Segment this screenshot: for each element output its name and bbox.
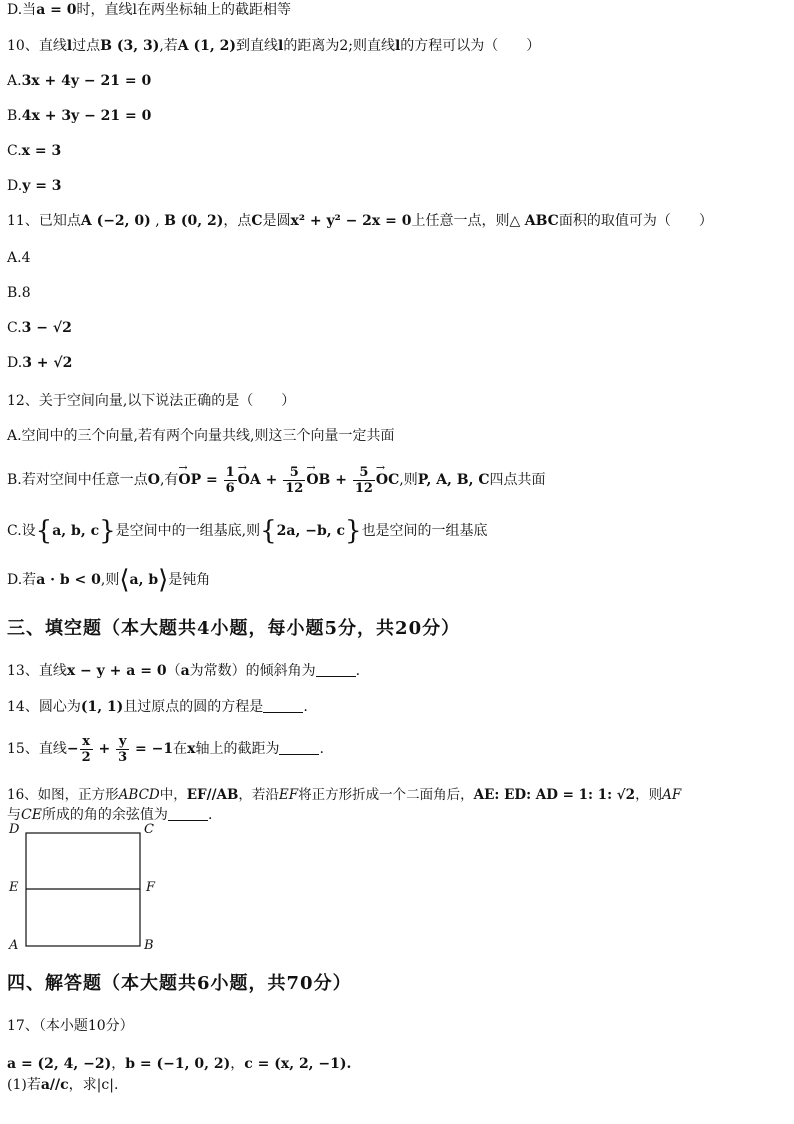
q17-vectors: a = (2, 4, −2)，b = (−1, 0, 2)，c = (x, 2, −1). bbox=[7, 1056, 352, 1072]
label-e: E bbox=[9, 880, 19, 895]
section-3-title: 三、填空题（本大题共4小题，每小题5分，共20分） bbox=[7, 618, 461, 639]
q10-option-c: C.x = 3 bbox=[7, 143, 62, 159]
q10-option-a: A.3x + 4y − 21 = 0 bbox=[7, 73, 152, 89]
q10-option-b: B.4x + 3y − 21 = 0 bbox=[7, 108, 152, 124]
q12-stem: 12、关于空间向量,以下说法正确的是（ ） bbox=[7, 393, 296, 409]
q15: 15、直线− $\frac{x}{2}$ + $\frac{y}{3}$ = −1在x轴上的截距为 . bbox=[7, 733, 324, 765]
q12-option-d: D.若a · b < 0,则⟨a, b⟩是钝角 bbox=[7, 565, 211, 595]
label-d: D bbox=[9, 822, 20, 837]
label-c: C bbox=[144, 822, 154, 837]
q13: 13、直线x − y + a = 0（a为常数）的倾斜角为 . bbox=[7, 663, 361, 679]
math: a = 0 bbox=[36, 2, 77, 18]
fraction: $\frac{5}{12}$ bbox=[354, 464, 373, 496]
square-figure bbox=[7, 826, 167, 954]
fraction: $\frac{1}{6}$ bbox=[225, 464, 235, 496]
q11-option-a: A.4 bbox=[7, 250, 31, 266]
section-4-title: 四、解答题（本大题共6小题，共70分） bbox=[7, 973, 352, 994]
q12-option-c: C.设{a, b, c}是空间中的一组基底,则{2a, −b, c}也是空间的一组基底 bbox=[7, 516, 488, 546]
fraction: $\frac{x}{2}$ bbox=[81, 733, 91, 765]
fraction: $\frac{y}{3}$ bbox=[118, 733, 128, 765]
answer-blank bbox=[168, 806, 208, 821]
q12-option-b: B.若对空间中任意一点O,有→ OP = $\frac{1}{6}$ → OA + $\frac{5}{12}$ → OB + $\frac{5}{12}$ → OC,则P, A, B, C四点共面 bbox=[7, 460, 546, 500]
q16-line1: 16、如图，正方形ABCD中，EF//AB，若沿EF将正方形折成一个二面角后，AE: ED: AD = 1: 1: √2，则AF bbox=[7, 787, 682, 803]
answer-blank bbox=[279, 740, 319, 755]
fraction: $\frac{5}{12}$ bbox=[285, 464, 304, 496]
q10-option-d: D.y = 3 bbox=[7, 178, 62, 194]
label-a: A bbox=[9, 938, 19, 953]
q11-stem: 11、已知点A (−2, 0) , B (0, 2)，点C是圆x² + y² − 2x = 0上任意一点，则△ ABC面积的取值可为（ ） bbox=[7, 213, 713, 229]
answer-blank bbox=[316, 662, 356, 677]
answer-blank bbox=[263, 698, 303, 713]
q16-line2: 与CE所成的角的余弦值为 . bbox=[7, 807, 213, 823]
q14: 14、圆心为(1, 1)且过原点的圆的方程是 . bbox=[7, 699, 308, 715]
q11-option-c: C.3 − √2 bbox=[7, 320, 72, 336]
q17-part1: (1)若a//c，求|c|. bbox=[7, 1077, 119, 1093]
label-b: B bbox=[144, 938, 154, 953]
label-f: F bbox=[146, 880, 156, 895]
q11-option-b: B.8 bbox=[7, 285, 31, 301]
q10-stem: 10、直线l过点B (3, 3),若A (1, 2)到直线l的距离为2;则直线l的方程可以为（ ） bbox=[7, 38, 541, 54]
q17-head: 17、（本小题10分） bbox=[7, 1018, 134, 1034]
q12-option-a: A.空间中的三个向量,若有两个向量共线,则这三个向量一定共面 bbox=[7, 428, 395, 444]
q9-option-d: D.当a = 0时，直线l在两坐标轴上的截距相等 bbox=[7, 2, 291, 18]
q11-option-d: D.3 + √2 bbox=[7, 355, 73, 371]
